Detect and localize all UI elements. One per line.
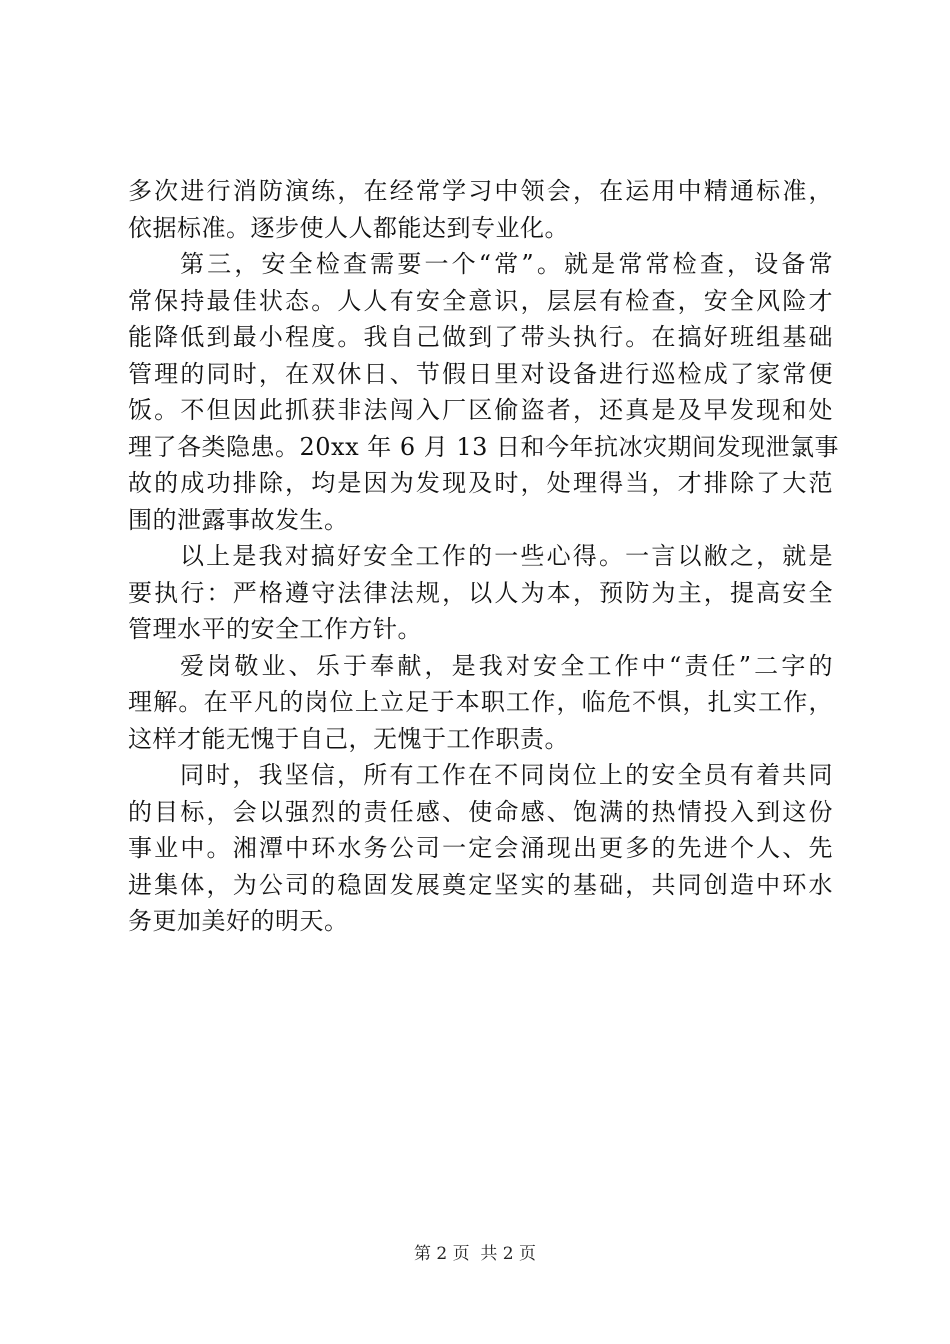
text-line: 能降低到最小程度。我自己做到了带头执行。在搞好班组基础 xyxy=(128,323,833,351)
page-footer: 第 2 页 共 2 页 xyxy=(413,1244,537,1264)
text-line: 围的泄露事故发生。 xyxy=(128,505,349,534)
text-line: 常保持最佳状态。人人有安全意识，层层有检查，安全风险才 xyxy=(128,286,833,315)
text-line: 管理水平的安全工作方针。 xyxy=(128,615,422,643)
text-line: 理解。在平凡的岗位上立足于本职工作，临危不惧，扎实工作， xyxy=(128,688,833,716)
text-line: 事业中。湘潭中环水务公司一定会涌现出更多的先进个人、先 xyxy=(128,834,833,862)
text-line: 管理的同时，在双休日、节假日里对设备进行巡检成了家常便 xyxy=(128,359,833,388)
text-line: 第三，安全检查需要一个“常”。就是常常检查，设备常 xyxy=(180,250,833,278)
text-line: 务更加美好的明天。 xyxy=(128,907,349,935)
text-line: 爱岗敬业、乐于奉献，是我对安全工作中“责任”二字的 xyxy=(180,651,833,680)
text-line: 依据标准。逐步使人人都能达到专业化。 xyxy=(128,213,569,242)
text-line: 要执行：严格遵守法律法规，以人为本，预防为主，提高安全 xyxy=(128,578,833,607)
text-line: 同时，我坚信，所有工作在不同岗位上的安全员有着共同 xyxy=(180,761,833,789)
text-line: 的目标，会以强烈的责任感、使命感、饱满的热情投入到这份 xyxy=(128,797,833,826)
text-line: 饭。不但因此抓获非法闯入厂区偷盗者，还真是及早发现和处 xyxy=(128,396,833,424)
text-line: 理了各类隐患。20xx 年 6 月 13 日和今年抗冰灾期间发现泄氯事 xyxy=(128,432,840,461)
text-line: 多次进行消防演练，在经常学习中领会，在运用中精通标准， xyxy=(128,177,833,205)
text-line: 进集体，为公司的稳固发展奠定坚实的基础，共同创造中环水 xyxy=(128,870,833,899)
text-line: 故的成功排除，均是因为发现及时，处理得当，才排除了大范 xyxy=(128,469,833,497)
text-line: 这样才能无愧于自己，无愧于工作职责。 xyxy=(128,724,569,753)
text-line: 以上是我对搞好安全工作的一些心得。一言以敝之，就是 xyxy=(180,542,833,570)
document-body xyxy=(128,173,840,940)
